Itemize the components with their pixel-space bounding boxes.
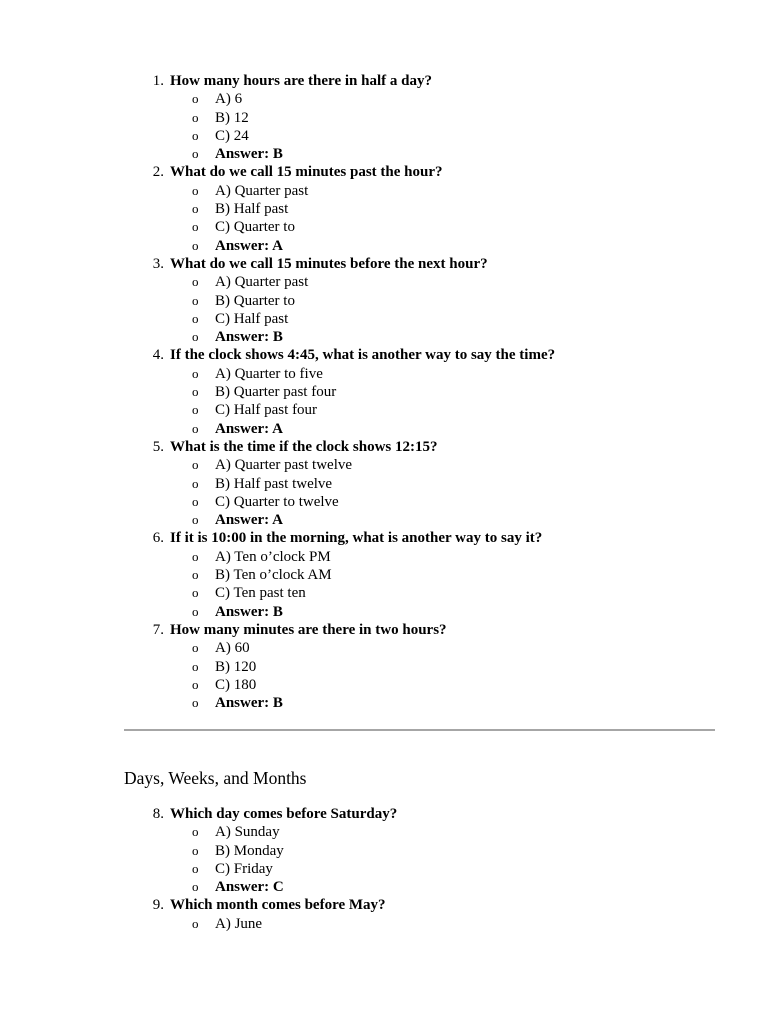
option-item: [170, 401, 730, 419]
option-item: [170, 292, 730, 310]
answer-text: Answer: A: [215, 512, 283, 529]
option-text: B) Monday: [215, 842, 284, 859]
bullet-marker: o: [192, 842, 199, 858]
option-item: [170, 584, 730, 602]
bullet-marker: o: [192, 310, 199, 326]
bullet-marker: o: [192, 219, 199, 235]
bullet-marker: o: [192, 658, 199, 674]
bullet-marker: o: [192, 365, 199, 381]
answer-text: Answer: A: [215, 237, 283, 254]
option-item: [170, 842, 730, 860]
option-list: [170, 90, 730, 163]
option-list: [170, 273, 730, 346]
option-text: C) Friday: [215, 860, 273, 877]
option-text: C) Ten past ten: [215, 585, 306, 602]
question-number: 2.: [152, 164, 164, 181]
question-number: 6.: [152, 530, 164, 547]
question-text: What do we call 15 minutes before the next hour?: [170, 255, 488, 272]
option-item: [170, 548, 730, 566]
option-text: B) Quarter to: [215, 292, 295, 309]
bullet-marker: o: [192, 860, 199, 876]
bullet-marker: o: [192, 109, 199, 125]
question-text: What do we call 15 minutes past the hour?: [170, 164, 443, 181]
answer-text: Answer: B: [215, 603, 283, 620]
bullet-marker: o: [192, 292, 199, 308]
bullet-marker: o: [192, 274, 199, 290]
answer-item: [170, 694, 730, 712]
option-item: [170, 915, 730, 933]
option-item: [170, 475, 730, 493]
option-text: B) 12: [215, 109, 249, 126]
option-item: [170, 860, 730, 878]
question-item: [152, 529, 730, 620]
option-list: [170, 823, 730, 896]
option-text: C) Quarter to: [215, 219, 295, 236]
option-item: [170, 566, 730, 584]
section-divider: [124, 729, 715, 731]
answer-item: [170, 603, 730, 621]
option-item: [170, 639, 730, 657]
bullet-marker: o: [192, 676, 199, 692]
option-text: C) 180: [215, 676, 257, 693]
answer-item: [170, 420, 730, 438]
question-number: 8.: [152, 806, 164, 822]
question-item: [152, 438, 730, 529]
answer-item: [170, 328, 730, 346]
bullet-marker: o: [192, 384, 199, 400]
bullet-marker: o: [192, 127, 199, 143]
option-item: [170, 310, 730, 328]
option-item: [170, 383, 730, 401]
question-text: How many hours are there in half a day?: [170, 73, 432, 89]
bullet-marker: o: [192, 237, 199, 253]
option-text: B) 120: [215, 658, 257, 675]
question-text: Which day comes before Saturday?: [170, 806, 398, 822]
question-text: How many minutes are there in two hours?: [170, 621, 447, 638]
option-item: [170, 200, 730, 218]
question-list-days-weeks-months: [152, 805, 730, 933]
bullet-marker: o: [192, 201, 199, 217]
bullet-marker: o: [192, 567, 199, 583]
question-text: What is the time if the clock shows 12:15?: [170, 438, 438, 455]
question-number: 9.: [152, 897, 164, 914]
option-text: B) Half past twelve: [215, 475, 333, 492]
option-item: [170, 218, 730, 236]
question-number: 1.: [152, 73, 164, 89]
question-item: [152, 255, 730, 346]
bullet-marker: o: [192, 91, 199, 107]
answer-text: Answer: B: [215, 695, 283, 712]
bullet-marker: o: [192, 493, 199, 509]
answer-text: Answer: B: [215, 329, 283, 346]
option-list: [170, 456, 730, 529]
section-title: Days, Weeks, and Months: [124, 768, 307, 788]
question-number: 7.: [152, 621, 164, 638]
bullet-marker: o: [192, 548, 199, 564]
option-text: A) 60: [215, 640, 250, 657]
answer-text: Answer: A: [215, 420, 283, 437]
option-item: [170, 676, 730, 694]
option-text: B) Ten o’clock AM: [215, 567, 332, 584]
option-list: [170, 548, 730, 621]
option-text: A) Quarter past: [215, 182, 309, 199]
bullet-marker: o: [192, 146, 199, 162]
bullet-marker: o: [192, 512, 199, 528]
option-item: [170, 365, 730, 383]
bullet-marker: o: [192, 182, 199, 198]
option-text: B) Half past: [215, 201, 289, 218]
option-item: [170, 658, 730, 676]
option-text: B) Quarter past four: [215, 384, 337, 401]
answer-text: Answer: B: [215, 146, 283, 163]
answer-item: [170, 237, 730, 255]
bullet-marker: o: [192, 695, 199, 711]
option-text: C) 24: [215, 127, 249, 144]
bullet-marker: o: [192, 420, 199, 436]
bullet-marker: o: [192, 457, 199, 473]
answer-item: [170, 878, 730, 896]
answer-text: Answer: C: [215, 879, 284, 896]
question-number: 5.: [152, 438, 164, 455]
bullet-marker: o: [192, 879, 199, 895]
bullet-marker: o: [192, 824, 199, 840]
option-text: A) Quarter to five: [215, 365, 323, 382]
question-number: 3.: [152, 255, 164, 272]
question-text: If it is 10:00 in the morning, what is another way to say it?: [170, 530, 543, 547]
option-item: [170, 109, 730, 127]
question-item: [152, 621, 730, 712]
bullet-marker: o: [192, 585, 199, 601]
option-text: A) Quarter past: [215, 274, 309, 291]
option-text: A) Quarter past twelve: [215, 457, 353, 474]
option-list: [170, 365, 730, 438]
option-text: C) Half past four: [215, 402, 318, 419]
option-text: C) Half past: [215, 310, 289, 327]
question-list-time: [152, 72, 730, 712]
option-item: [170, 182, 730, 200]
option-text: A) Sunday: [215, 824, 280, 841]
option-list: [170, 182, 730, 255]
answer-item: [170, 145, 730, 163]
question-item: [152, 72, 730, 163]
question-item: [152, 805, 730, 896]
question-item: [152, 346, 730, 437]
bullet-marker: o: [192, 402, 199, 418]
option-item: [170, 493, 730, 511]
bullet-marker: o: [192, 329, 199, 345]
bullet-marker: o: [192, 475, 199, 491]
option-list: [170, 639, 730, 712]
question-item: [152, 163, 730, 254]
option-text: A) 6: [215, 91, 243, 108]
option-item: [170, 273, 730, 291]
option-item: [170, 823, 730, 841]
option-list: [170, 915, 730, 933]
bullet-marker: o: [192, 640, 199, 656]
bullet-marker: o: [192, 603, 199, 619]
option-text: A) June: [215, 915, 263, 932]
option-text: C) Quarter to twelve: [215, 493, 339, 510]
option-item: [170, 90, 730, 108]
question-text: Which month comes before May?: [170, 897, 386, 914]
answer-item: [170, 511, 730, 529]
question-number: 4.: [152, 347, 164, 364]
question-item: [152, 896, 730, 933]
option-item: [170, 456, 730, 474]
option-text: A) Ten o’clock PM: [215, 548, 331, 565]
bullet-marker: o: [192, 915, 199, 931]
option-item: [170, 127, 730, 145]
question-text: If the clock shows 4:45, what is another way to say the time?: [170, 347, 556, 364]
